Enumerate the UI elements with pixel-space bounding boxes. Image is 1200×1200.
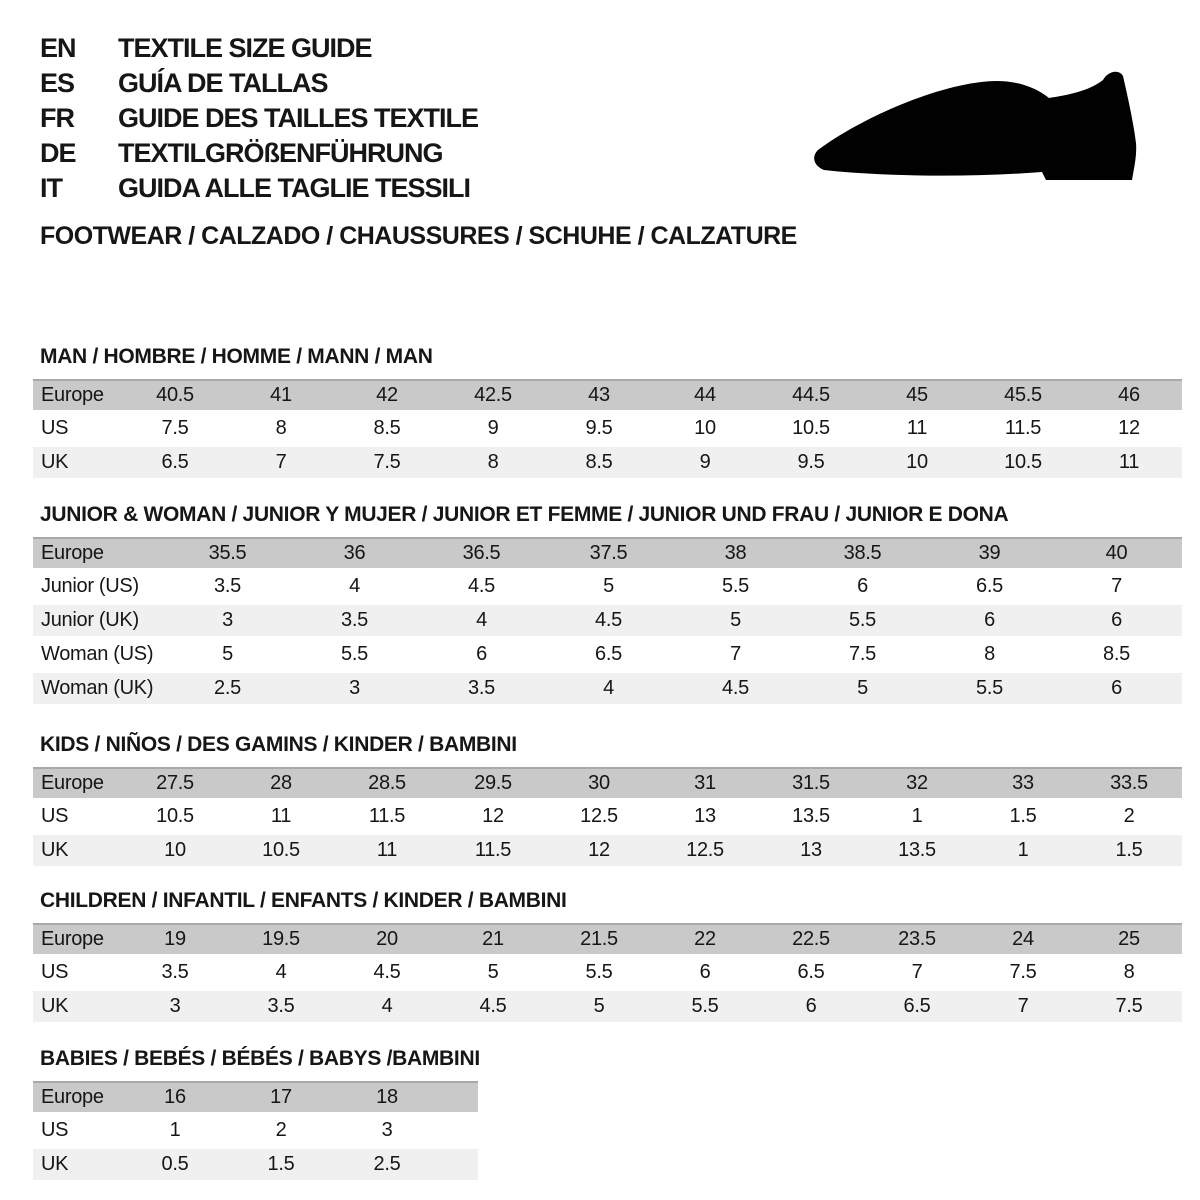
table-row [33, 957, 1182, 988]
row-label: Europe [41, 928, 104, 950]
row-label: UK [41, 995, 69, 1017]
row-label: US [41, 805, 69, 827]
size-value: 1 [169, 1119, 181, 1141]
table-row [33, 639, 1182, 670]
table-header-row [33, 767, 1182, 798]
table-row [33, 1115, 478, 1146]
size-value: 41 [270, 384, 292, 406]
table-row [33, 801, 1182, 832]
size-value: 1 [911, 805, 923, 827]
language-code: EN [40, 33, 76, 63]
size-value: 6 [857, 575, 868, 597]
language-code: DE [40, 138, 76, 168]
size-value: 7 [275, 451, 287, 473]
row-label: Junior (UK) [41, 609, 139, 631]
size-value: 44.5 [792, 384, 830, 406]
row-label: US [41, 961, 69, 983]
size-value: 6.5 [976, 575, 1003, 597]
size-value: 1.5 [1115, 839, 1143, 861]
language-row [40, 171, 478, 206]
size-value: 21 [482, 928, 504, 950]
size-value: 4.5 [468, 575, 495, 597]
size-table-section [33, 888, 1182, 1025]
size-value: 12 [482, 805, 504, 827]
size-value: 8.5 [373, 417, 401, 439]
size-value: 3 [381, 1119, 393, 1141]
size-value: 11 [1118, 451, 1140, 473]
size-value: 2.5 [373, 1153, 401, 1175]
language-row [40, 66, 478, 101]
language-label: GUÍA DE TALLAS [118, 68, 328, 98]
table-title: MAN / HOMBRE / HOMME / MANN / MAN [40, 345, 433, 368]
size-value: 10 [694, 417, 716, 439]
size-value: 45 [906, 384, 928, 406]
language-row [40, 136, 478, 171]
size-value: 42.5 [474, 384, 512, 406]
size-value: 40.5 [156, 384, 194, 406]
size-value: 31.5 [792, 772, 830, 794]
size-value: 5.5 [849, 609, 876, 631]
size-value: 12 [588, 839, 610, 861]
language-row [40, 101, 478, 136]
size-value: 13.5 [792, 805, 830, 827]
size-value: 10 [906, 451, 928, 473]
language-label: GUIDA ALLE TAGLIE TESSILI [118, 173, 470, 203]
size-value: 5 [603, 575, 614, 597]
row-label: Woman (UK) [41, 677, 154, 699]
size-value: 11 [906, 417, 928, 439]
size-value: 22.5 [792, 928, 830, 950]
language-label: GUIDE DES TAILLES TEXTILE [118, 103, 479, 133]
size-value: 5 [222, 643, 233, 665]
size-value: 27.5 [156, 772, 194, 794]
size-value: 5 [857, 677, 868, 699]
size-value: 5.5 [585, 961, 613, 983]
size-value: 25 [1118, 928, 1140, 950]
size-value: 6 [984, 609, 995, 631]
size-value: 35.5 [208, 542, 247, 564]
row-label: US [41, 417, 69, 439]
row-label: Europe [41, 542, 104, 564]
size-value: 11 [270, 805, 292, 827]
size-value: 31 [694, 772, 716, 794]
size-value: 6 [805, 995, 817, 1017]
size-value: 3 [349, 677, 360, 699]
size-value: 7.5 [1009, 961, 1037, 983]
row-label: Woman (US) [41, 643, 154, 665]
size-value: 4.5 [479, 995, 507, 1017]
size-value: 11.5 [474, 839, 512, 861]
size-value: 8 [487, 451, 499, 473]
size-value: 10.5 [1004, 451, 1042, 473]
size-value: 6.5 [903, 995, 931, 1017]
size-value: 6.5 [161, 451, 189, 473]
size-value: 4.5 [595, 609, 622, 631]
size-value: 38 [724, 542, 747, 564]
language-list [40, 31, 478, 206]
table-header-row [33, 1081, 478, 1112]
size-value: 19 [164, 928, 186, 950]
size-value: 5.5 [722, 575, 749, 597]
size-value: 3.5 [468, 677, 495, 699]
size-value: 22 [694, 928, 716, 950]
size-value: 10 [164, 839, 186, 861]
table-row [33, 447, 1182, 478]
table-row [33, 605, 1182, 636]
size-value: 28.5 [368, 772, 406, 794]
table-title: KIDS / NIÑOS / DES GAMINS / KINDER / BAMBINI [40, 733, 517, 756]
size-value: 4.5 [373, 961, 401, 983]
size-value: 38.5 [843, 542, 882, 564]
size-value: 42 [376, 384, 398, 406]
size-value: 4 [381, 995, 393, 1017]
language-code: FR [40, 103, 74, 133]
size-value: 5 [593, 995, 605, 1017]
table-header-row [33, 923, 1182, 954]
size-value: 1 [1017, 839, 1029, 861]
size-value: 40 [1105, 542, 1128, 564]
size-value: 4 [476, 609, 487, 631]
size-table-section [33, 502, 1182, 707]
row-label: Europe [41, 384, 104, 406]
size-value: 5.5 [691, 995, 719, 1017]
size-value: 9 [487, 417, 499, 439]
size-value: 2 [275, 1119, 287, 1141]
size-value: 24 [1012, 928, 1034, 950]
size-value: 10.5 [156, 805, 194, 827]
size-value: 17 [270, 1086, 292, 1108]
size-value: 39 [978, 542, 1001, 564]
size-value: 3.5 [267, 995, 295, 1017]
size-value: 6 [476, 643, 487, 665]
size-value: 33 [1012, 772, 1034, 794]
shoe-icon [806, 58, 1142, 182]
language-code: ES [40, 68, 75, 98]
size-value: 7 [911, 961, 923, 983]
size-value: 10.5 [262, 839, 300, 861]
size-value: 19.5 [262, 928, 300, 950]
size-table-section [33, 1046, 480, 1183]
size-value: 1.5 [1009, 805, 1037, 827]
size-value: 21.5 [580, 928, 618, 950]
size-value: 33.5 [1110, 772, 1148, 794]
size-value: 32 [906, 772, 928, 794]
language-code: IT [40, 173, 62, 203]
size-value: 8 [1123, 961, 1135, 983]
category-title: FOOTWEAR / CALZADO / CHAUSSURES / SCHUHE / CALZATURE [40, 222, 797, 250]
size-value: 12 [1118, 417, 1140, 439]
size-value: 7 [1111, 575, 1122, 597]
language-label: TEXTILE SIZE GUIDE [118, 33, 372, 63]
size-value: 5 [730, 609, 741, 631]
table-row [33, 413, 1182, 444]
size-value: 4 [603, 677, 614, 699]
size-value: 3 [222, 609, 233, 631]
size-value: 8.5 [585, 451, 613, 473]
table-row [33, 673, 1182, 704]
size-value: 46 [1118, 384, 1140, 406]
size-value: 13 [800, 839, 822, 861]
size-value: 20 [376, 928, 398, 950]
size-value: 5.5 [341, 643, 368, 665]
table-title: BABIES / BEBÉS / BÉBÉS / BABYS /BAMBINI [40, 1047, 480, 1070]
size-value: 1.5 [267, 1153, 295, 1175]
size-value: 16 [164, 1086, 186, 1108]
size-value: 36 [343, 542, 366, 564]
size-value: 12.5 [580, 805, 618, 827]
size-value: 3.5 [161, 961, 189, 983]
row-label: UK [41, 451, 69, 473]
size-value: 11.5 [368, 805, 406, 827]
size-value: 28 [270, 772, 292, 794]
size-value: 6 [1111, 677, 1122, 699]
size-value: 11.5 [1004, 417, 1042, 439]
row-label: UK [41, 1153, 69, 1175]
size-value: 37.5 [589, 542, 628, 564]
size-value: 36.5 [462, 542, 501, 564]
size-value: 2.5 [214, 677, 241, 699]
size-value: 8.5 [1103, 643, 1130, 665]
size-value: 9 [699, 451, 711, 473]
size-value: 6.5 [797, 961, 825, 983]
table-header-row [33, 537, 1182, 568]
size-value: 45.5 [1004, 384, 1042, 406]
size-value: 9.5 [797, 451, 825, 473]
size-value: 7.5 [849, 643, 876, 665]
size-value: 29.5 [474, 772, 512, 794]
size-value: 0.5 [161, 1153, 189, 1175]
size-value: 43 [588, 384, 610, 406]
table-title: JUNIOR & WOMAN / JUNIOR Y MUJER / JUNIOR ET FEMME / JUNIOR UND FRAU / JUNIOR E DONA [40, 503, 1009, 526]
size-value: 7.5 [161, 417, 189, 439]
size-value: 6 [699, 961, 711, 983]
size-value: 13.5 [898, 839, 936, 861]
size-value: 7.5 [1115, 995, 1143, 1017]
size-value: 18 [376, 1086, 398, 1108]
size-value: 7.5 [373, 451, 401, 473]
row-label: Europe [41, 772, 104, 794]
size-value: 2 [1123, 805, 1135, 827]
size-value: 8 [275, 417, 287, 439]
size-value: 7 [1017, 995, 1029, 1017]
row-label: Europe [41, 1086, 104, 1108]
size-value: 6.5 [595, 643, 622, 665]
size-value: 11 [376, 839, 398, 861]
table-row [33, 835, 1182, 866]
size-value: 4 [349, 575, 360, 597]
size-value: 12.5 [686, 839, 724, 861]
row-label: US [41, 1119, 69, 1141]
language-row [40, 31, 478, 66]
size-value: 5.5 [976, 677, 1003, 699]
size-value: 13 [694, 805, 716, 827]
size-value: 3.5 [341, 609, 368, 631]
size-value: 6 [1111, 609, 1122, 631]
size-value: 23.5 [898, 928, 936, 950]
size-value: 30 [588, 772, 610, 794]
size-value: 10.5 [792, 417, 830, 439]
language-label: TEXTILGRÖßENFÜHRUNG [118, 138, 443, 168]
size-value: 44 [694, 384, 716, 406]
size-value: 3.5 [214, 575, 241, 597]
size-table-section [33, 732, 1182, 869]
size-value: 4.5 [722, 677, 749, 699]
size-value: 9.5 [585, 417, 613, 439]
table-row [33, 991, 1182, 1022]
table-header-row [33, 379, 1182, 410]
table-row [33, 1149, 478, 1180]
table-title: CHILDREN / INFANTIL / ENFANTS / KINDER / BAMBINI [40, 889, 567, 912]
row-label: UK [41, 839, 69, 861]
size-value: 4 [275, 961, 287, 983]
row-label: Junior (US) [41, 575, 139, 597]
size-value: 7 [730, 643, 741, 665]
size-table-section [33, 344, 1182, 481]
size-value: 5 [487, 961, 499, 983]
table-row [33, 571, 1182, 602]
size-value: 8 [984, 643, 995, 665]
size-value: 3 [169, 995, 181, 1017]
